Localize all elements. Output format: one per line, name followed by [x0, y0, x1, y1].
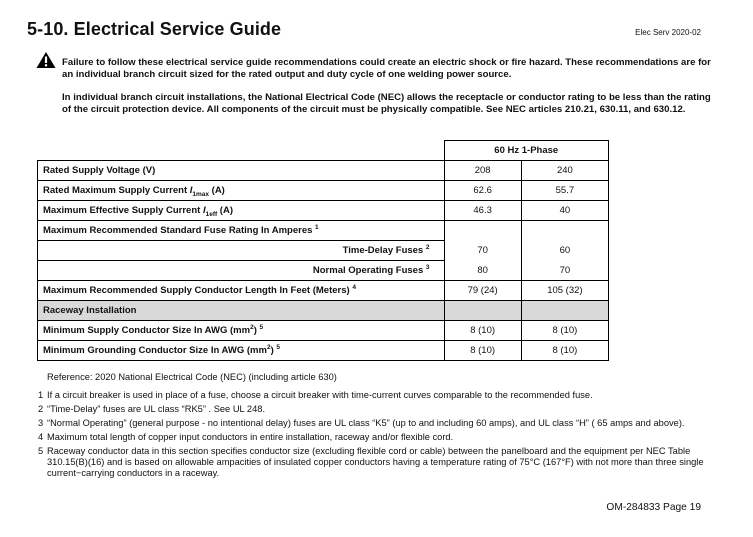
- footnote-number: 2: [38, 404, 44, 414]
- footnote-number: 1: [38, 390, 44, 400]
- row-label: Minimum Grounding Conductor Size In AWG $(mm^2)$ $^5$: [38, 341, 445, 361]
- footnote-item: [38, 418, 714, 429]
- footnote-item: [38, 404, 714, 415]
- warning-triangle-icon: [36, 51, 56, 69]
- cell-value: [444, 221, 521, 241]
- table-row: [38, 341, 609, 361]
- cell-value: 240: [521, 161, 608, 181]
- table-row: [38, 241, 609, 261]
- cell-value: 60: [521, 241, 608, 261]
- table-row: [38, 181, 609, 201]
- reference-text: Reference: 2020 National Electrical Code (NEC) (including article 630): [47, 372, 337, 382]
- table-section-row: [38, 301, 609, 321]
- intro-paragraph: In individual branch circuit installations, the National Electrical Code (NEC) allows the receptacle or conductor rating to be less than the rating of the circuit protection device. All components of the circuit must be physically compatible. See NEC articles 210.21, 630.11, and 630.12.: [62, 92, 711, 115]
- table-row: [38, 161, 609, 181]
- footnote-number: 4: [38, 432, 44, 442]
- row-label: Time-Delay Fuses $^2$: [38, 241, 445, 261]
- cell-value: 8 (10): [521, 321, 608, 341]
- footnotes: [38, 390, 714, 482]
- table-header-row: [38, 141, 609, 161]
- cell-value: 8 (10): [444, 321, 521, 341]
- footnote-text: “Normal Operating” (general purpose - no intentional delay) fuses are UL class “K5” (up to and including 60 amps), and UL class “H” ( 65 amps and above).: [47, 418, 685, 428]
- cell-value: 105 (32): [521, 281, 608, 301]
- row-label: Normal Operating Fuses $^3$: [38, 261, 445, 281]
- cell-value: 40: [521, 201, 608, 221]
- cell-value: 70: [444, 241, 521, 261]
- cell-value: 8 (10): [521, 341, 608, 361]
- footnote-item: [38, 390, 714, 401]
- section-label: Raceway Installation: [38, 301, 445, 321]
- cell-value: [444, 301, 521, 321]
- row-label: Rated Maximum Supply Current $I_{1max}$ (A): [38, 181, 445, 201]
- electrical-service-table: [37, 140, 609, 361]
- row-label: Maximum Effective Supply Current $I_{1eff}$ (A): [38, 201, 445, 221]
- empty-header-cell: [38, 141, 445, 161]
- cell-value: 79 (24): [444, 281, 521, 301]
- row-label: Minimum Supply Conductor Size In AWG $(mm^2)$ $^5$: [38, 321, 445, 341]
- cell-value: 46.3: [444, 201, 521, 221]
- cell-value: 62.6: [444, 181, 521, 201]
- cell-value: 80: [444, 261, 521, 281]
- footnote-text: Maximum total length of copper input conductors in entire installation, raceway and/or flexible cord.: [47, 432, 454, 442]
- cell-value: 55.7: [521, 181, 608, 201]
- row-label: Maximum Recommended Standard Fuse Rating In Amperes $^1$: [38, 221, 445, 241]
- table-row: [38, 321, 609, 341]
- cell-value: 8 (10): [444, 341, 521, 361]
- cell-value: [521, 301, 608, 321]
- page-title: 5-10. Electrical Service Guide: [27, 19, 282, 39]
- footnote-number: 3: [38, 418, 44, 428]
- footnote-number: 5: [38, 446, 44, 456]
- table-row: [38, 201, 609, 221]
- page-footer: OM-284833 Page 19: [606, 502, 701, 513]
- document-code: Elec Serv 2020-02: [635, 28, 701, 37]
- footnote-item: [38, 446, 714, 479]
- cell-value: 208: [444, 161, 521, 181]
- table-row: [38, 221, 609, 241]
- table-row: [38, 281, 609, 301]
- row-label: Maximum Recommended Supply Conductor Length In Feet (Meters) $^4$: [38, 281, 445, 301]
- cell-value: [521, 221, 608, 241]
- cell-value: 70: [521, 261, 608, 281]
- row-label: Rated Supply Voltage (V): [38, 161, 445, 181]
- footnote-text: If a circuit breaker is used in place of a fuse, choose a circuit breaker with time-current curves comparable to the recommended fuse.: [47, 390, 593, 400]
- table-row: [38, 261, 609, 281]
- footnote-item: [38, 432, 714, 443]
- column-header-60hz: 60 Hz 1-Phase: [444, 141, 609, 161]
- warning-text: Failure to follow these electrical service guide recommendations could create an electric shock or fire hazard. These recommendations are for an individual branch circuit sized for the rated output and duty cycle of one welding power source.: [62, 57, 711, 80]
- footnote-text: “Time-Delay” fuses are UL class “RK5” . See UL 248.: [47, 404, 266, 414]
- footnote-text: Raceway conductor data in this section specifies conductor size (excluding flexible cord or cable) between the panelboard and the equipment per NEC Table 310.15(B)(16) and is based on allowable ampacities of insulated copper conductors having a temperature rating of 75°C (167°F) with not more than three single current−carrying conductors in a raceway.: [47, 446, 704, 478]
